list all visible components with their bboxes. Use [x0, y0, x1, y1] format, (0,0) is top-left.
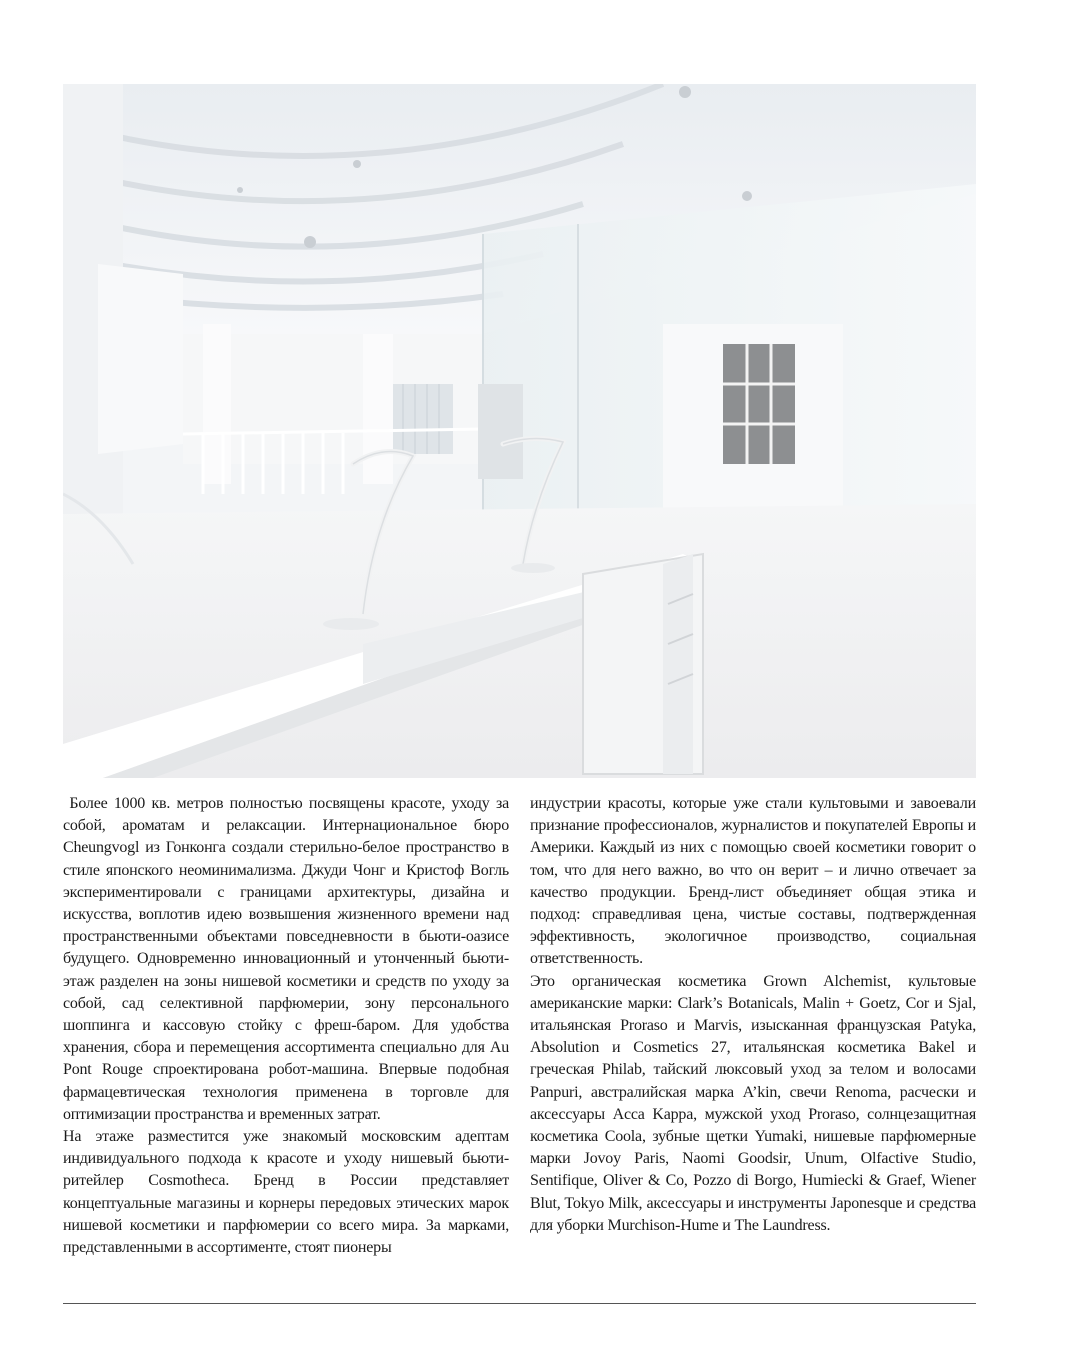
paragraph-brands: Это органическая косметика Grown Alchemist, культовые американские марки: Clark’s Botanicals, Malin + Goetz, Cor и Sjal, итальянская Proraso и Marvis, изысканная французская Patyka, Absolution и Cosmetics 27, итальянская косметика Bakel и греческая Philab, тайский люксовый уход за телом и волосами Panpuri, австралийская марка A’kin, свечи Renoma, расчески и аксессуары Acca Kappa, мужской уход Proraso, солнцезащитная косметика Coola, зубные щетки Yumaki, нишевые парфюмерные марки Jovoy Paris, Naomi Goodsir, Unum, Olfactive Studio, Sentifique, Oliver & Co, Pozzo di Borgo, Humiecki & Graef, Wiener Blut, Tokyo Milk, аксессуары и инструменты Japonesque и средства для уборки Murchison-Hume и The Laundress.: [530, 972, 976, 1234]
paragraph-pioneers: индустрии красоты, которые уже стали культовыми и завоевали признание профессионалов, журналистов и покупателей Европы и Америки. Каждый из них с помощью своей косметики говорит о том, что для него важно, во что он верит – и лично отвечает за качество продукции. Бренд-лист объединяет общая этика и подход: справедливая цена, чистые составы, подтвержденная эффективность, экологичное производство, социальная ответственность.: [530, 795, 976, 968]
paragraph-cosmotheca: На этаже разместится уже знакомый московским адептам индивидуального подхода к красоте и уходу нишевый бьюти-ритейлер Cosmotheca. Бренд в России представляет концептуальные магазины и корнеры передовых этических марок нишевой косметики и парфюмерии со всего мира. За марками, представленными в ассортименте, стоят пионеры: [63, 1128, 509, 1257]
white-beauty-floor-illustration: [63, 84, 976, 778]
article-column-right: [530, 793, 976, 1237]
footer-rule: [63, 1303, 976, 1304]
article-column-left: [63, 793, 509, 1259]
interior-photo: [63, 84, 976, 778]
paragraph-intro: Более 1000 кв. метров полностью посвящены красоте, уходу за собой, ароматам и релаксации. Интернациональное бюро Cheungvogl из Гонконга создали стерильно-белое пространство в стиле японского неоминимализма. Джуди Чонг и Кристоф Вогль экспериментировали с границами архитектуры, дизайна и искусства, воплотив идею возвышения жизненного времени над пространственными объектами повседневности в бьюти-оазисе будущего. Одновременно инновационный и утонченный бьюти-этаж разделен на зоны нишевой косметики и средств по уходу за собой, сад селективной парфюмерии, зону персонального шоппинга и кассовую стойку с фреш-баром. Для удобства хранения, сбора и перемещения ассортимента специально для Au Pont Rouge спроектирована робот-машина. Впервые подобная фармацевтическая технология применена в торговле для оптимизации пространства и временных затрат.: [63, 795, 509, 1123]
